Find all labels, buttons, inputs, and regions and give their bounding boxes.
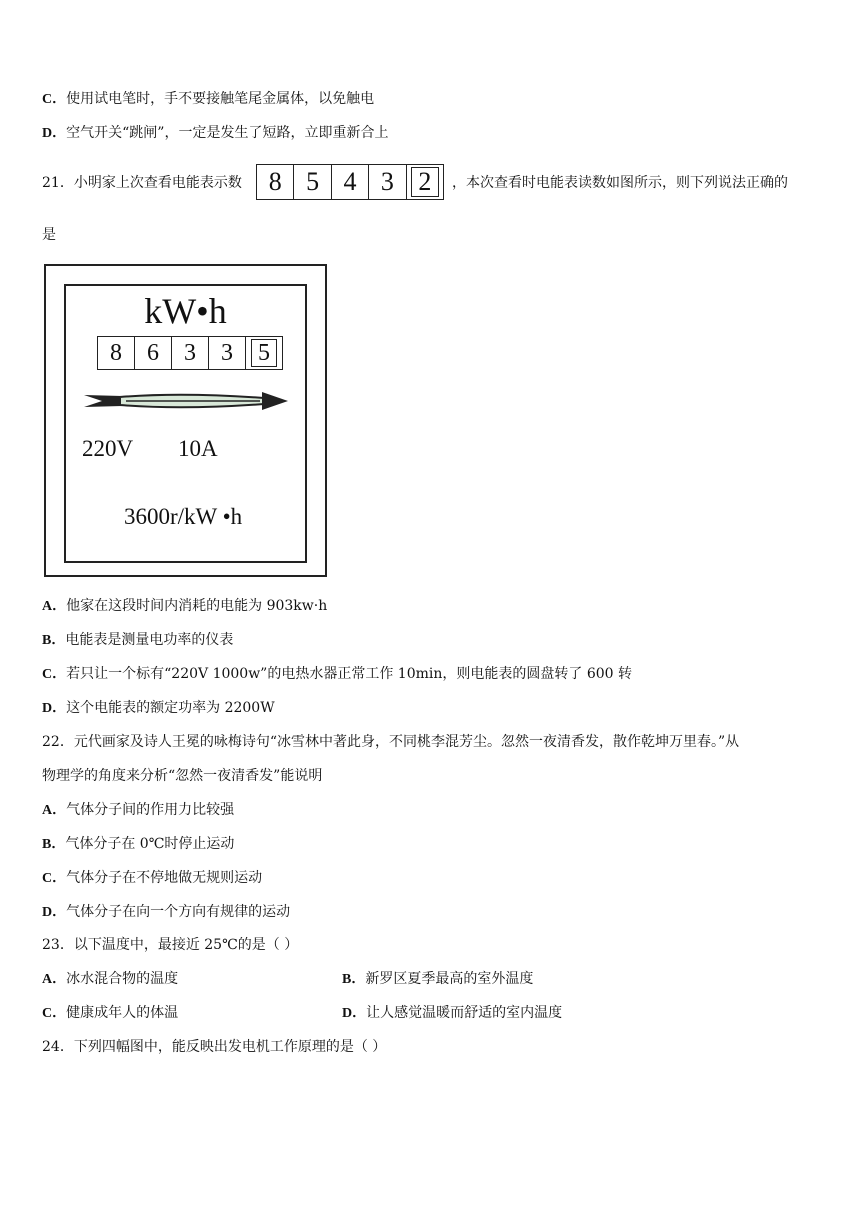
energy-meter-figure [44,264,327,577]
option-d-prev: D．空气开关“跳闸”，一定是发生了短路，立即重新合上 [42,125,389,141]
option-c-prev: C．使用试电笔时，手不要接触笔尾金属体，以免触电 [42,91,375,107]
digit-cell: 8 [98,337,135,369]
digit-cell: 8 [257,165,294,199]
digit-cell: 3 [209,337,246,369]
q23-option-b: B．新罗区夏季最高的室外温度 [342,971,534,987]
decimal-digit: 5 [251,339,277,367]
q21-option-b: B．电能表是测量电功率的仪表 [42,632,234,648]
q22-option-b: B．气体分子在 0℃时停止运动 [42,836,235,852]
meter-unit: kW•h [144,291,227,331]
q22-option-c: C．气体分子在不停地做无规则运动 [42,870,263,886]
digit-cell-decimal [246,337,282,369]
q23-option-c: C．健康成年人的体温 [42,1005,179,1021]
q21-option-d: D．这个电能表的额定功率为 2200W [42,700,275,716]
q21-option-c: C．若只让一个标有“220V 1000w”的电热水器正常工作 10min，则电能表的圆盘转了 600 转 [42,666,632,682]
q22-option-a: A．气体分子间的作用力比较强 [42,802,235,818]
question-24-stem: 24．下列四幅图中，能反映出发电机工作原理的是（ ） [42,1039,387,1055]
question-21-stem: 21．小明家上次查看电能表示数 [42,175,242,191]
meter-reading-digits [97,336,283,370]
question-23-stem: 23．以下温度中，最接近 25℃的是（ ） [42,937,299,953]
digit-cell: 3 [172,337,209,369]
meter-current: 10A [178,436,218,461]
digit-cell-decimal [407,165,443,199]
previous-reading-digits [256,164,444,200]
digit-cell: 6 [135,337,172,369]
meter-voltage: 220V [82,436,134,461]
digit-cell: 3 [369,165,406,199]
rotation-arrow-icon [82,386,292,416]
meter-constant: 3600r/kW •h [124,504,243,529]
digit-cell: 4 [332,165,369,199]
q22-option-d: D．气体分子在向一个方向有规律的运动 [42,904,291,920]
question-22-stem-cont: 物理学的角度来分析“忽然一夜清香发”能说明 [42,768,323,784]
meter-panel [64,284,307,563]
question-22-stem: 22．元代画家及诗人王冕的咏梅诗句“冰雪林中著此身，不同桃李混芳尘。忽然一夜清香发，散作乾坤万里春。”从 [42,734,740,750]
question-21-stem-cont: ，本次查看时电能表读数如图所示，则下列说法正确的 [452,175,788,191]
digit-cell: 5 [294,165,331,199]
q23-option-a: A．冰水混合物的温度 [42,971,179,987]
question-21-stem-end: 是 [42,227,56,243]
q21-option-a: A．他家在这段时间内消耗的电能为 903kw·h [42,598,328,614]
q23-option-d: D．让人感觉温暖而舒适的室内温度 [342,1005,563,1021]
decimal-digit: 2 [411,167,439,197]
